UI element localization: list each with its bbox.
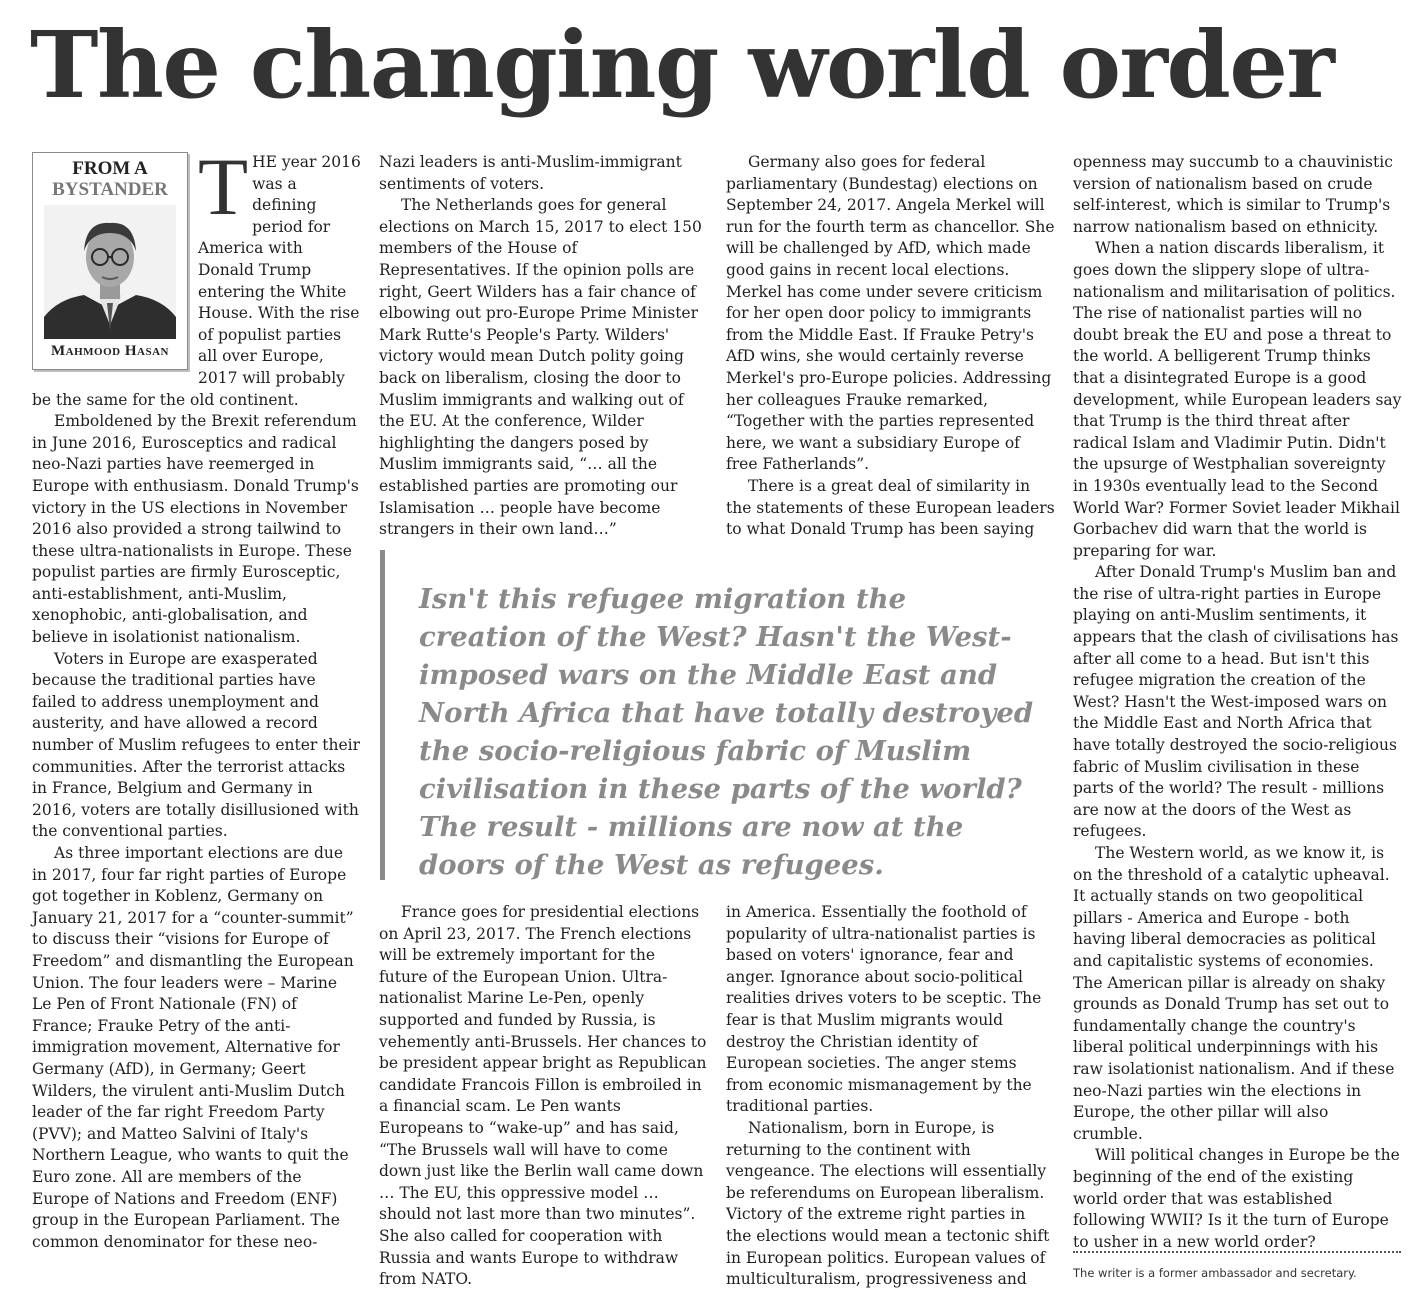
- paragraph: Nazi leaders is anti-Muslim-immigrant sentiments of voters.: [379, 153, 682, 193]
- paragraph: The Netherlands goes for general elections on March 15, 2017 to elect 150 members of the House of Representatives. If the opinion polls are right, Geert Wilders has a fair chance of elbowing out pro-Europe Prime Minister Mark Rutte's People's Party. Wilders' victory would mean Dutch polity going back on liberalism, closing the door to Muslim immigrants and walking out of the EU. At the conference, Wilder highlighting the dangers posed by Muslim immigrants said, “… all the established parties are promoting our Islamisation … people have become strangers in their own land…”: [379, 196, 702, 539]
- author-portrait-icon: [44, 205, 176, 339]
- paragraph: Emboldened by the Brexit referendum in June 2016, Eurosceptics and radical neo-Nazi parties have reemerged in Europe with enthusiasm. Donald Trump's victory in the US elections in November 2016 also provided a strong tailwind to these ultra-nationalists in Europe. These populist parties are firmly Eurosceptic, anti-establishment, anti-Muslim, xenophobic, anti-globalisation, and believe in isolationist nationalism.: [32, 412, 359, 647]
- signoff-divider: [1073, 1251, 1401, 1253]
- paragraph: When a nation discards liberalism, it goes down the slippery slope of ultra-nationalism and militarisation of politics. The rise of nationalist parties will no doubt break the EU and pose a threat to the world. A belligerent Trump thinks that a disintegrated Europe is a good development, while European leaders say that Trump is the third threat after radical Islam and Vladimir Putin. Didn't the upsurge of Westphalian sovereignty in 1930s eventually lead to the Second World War? Former Soviet leader Mikhail Gorbachev did warn that the world is preparing for war.: [1073, 239, 1402, 560]
- article-column-3-top: [726, 152, 1055, 541]
- drop-cap: T: [198, 141, 249, 232]
- article-column-3-bottom: [726, 902, 1055, 1291]
- byline-kicker: FROM A: [72, 158, 148, 179]
- headline: The changing world order: [30, 11, 1334, 119]
- article-column-1: [32, 141, 361, 1253]
- author-name: Mahmood Hasan: [51, 343, 169, 359]
- article-column-4: [1073, 152, 1402, 1253]
- paragraph: After Donald Trump's Muslim ban and the rise of ultra-right parties in Europe playing on anti-Muslim sentiments, it appears that the clash of civilisations has after all come to a head. But isn't this refugee migration the creation of the West? Hasn't the West-imposed wars on the Middle East and North Africa that have totally destroyed the socio-religious fabric of Muslim civilisation in these parts of the world? The result - millions are now at the doors of the West as refugees.: [1073, 563, 1399, 841]
- paragraph: Nationalism, born in Europe, is returning to the continent with vengeance. The elections will essentially be referendums on European liberalism. Victory of the extreme right parties in the elections would mean a tectonic shift in European politics. European values of multiculturalism, progressiveness and: [726, 1118, 1050, 1289]
- paragraph: HE year 2016 was a defining period for America with Donald Trump entering the White House. With the rise of populist parties all over Europe, 2017 will probably be the same for the old continent.: [32, 153, 361, 409]
- writer-note: The writer is a former ambassador and secretary.: [1073, 1266, 1357, 1280]
- paragraph: There is a great deal of similarity in the statements of these European leaders to what Donald Trump has been saying: [726, 476, 1055, 539]
- byline-box: [32, 152, 188, 370]
- paragraph: openness may succumb to a chauvinistic version of nationalism based on crude self-interest, which is similar to Trump's narrow nationalism based on ethnicity.: [1073, 153, 1393, 236]
- article-column-2-bottom: [379, 902, 708, 1291]
- column-name: BYSTANDER: [52, 179, 168, 200]
- pull-quote: Isn't this refugee migration the creation of the West? Hasn't the West-imposed wars on the Middle East and North Africa that have totally destroyed the socio-religious fabric of Muslim civilisation in these parts of the world? The result - millions are now at the doors of the West as refugees.: [380, 550, 1060, 880]
- paragraph: in America. Essentially the foothold of popularity of ultra-nationalist parties is based on voters' ignorance, fear and anger. Ignorance about socio-political realities drives voters to be sceptic. The fear is that Muslim migrants would destroy the Christian identity of European societies. The anger stems from economic mismanagement by the traditional parties.: [726, 903, 1042, 1116]
- paragraph: Will political changes in Europe be the beginning of the end of the existing world order that was established following WWII? Is it the turn of Europe to usher in a new world order?: [1073, 1146, 1400, 1251]
- paragraph: As three important elections are due in 2017, four far right parties of Europe got together in Koblenz, Germany on January 21, 2017 for a “counter-summit” to discuss their “visions for Europe of Freedom” and dismantling the European Union. The four leaders were – Marine Le Pen of Front Nationale (FN) of France; Frauke Petry of the anti-immigration movement, Alternative for Germany (AfD), in Germany; Geert Wilders, the virulent anti-Muslim Dutch leader of the far right Freedom Party (PVV); and Matteo Salvini of Italy's Northern League, who wants to quit the Euro zone. All are members of the Europe of Nations and Freedom (ENF) group in the European Parliament. The common denominator for these neo-: [32, 844, 354, 1251]
- paragraph: France goes for presidential elections on April 23, 2017. The French elections will be extremely important for the future of the European Union. Ultra-nationalist Marine Le-Pen, openly supported and funded by Russia, is vehemently anti-Brussels. Her chances to be president appear bright as Republican candidate Francois Fillon is embroiled in a financial scam. Le Pen wants Europeans to “wake-up” and has said, “The Brussels wall will have to come down just like the Berlin wall came down … The EU, this oppressive model … should not last more than two minutes”. She also called for cooperation with Russia and wants Europe to withdraw from NATO.: [379, 903, 707, 1289]
- article-column-2-top: [379, 152, 708, 541]
- paragraph: Germany also goes for federal parliamentary (Bundestag) elections on September 24, 2017. Angela Merkel will run for the fourth term as chancellor. She will be challenged by AfD, which made good gains in recent local elections. Merkel has come under severe criticism for her open door policy to immigrants from the Middle East. If Frauke Petry's AfD wins, she would certainly reverse Merkel's pro-Europe policies. Addressing her colleagues Frauke remarked, “Together with the parties represented here, we want a subsidiary Europe of free Fatherlands”.: [726, 153, 1055, 474]
- paragraph: The Western world, as we know it, is on the threshold of a catalytic upheaval. It actually stands on two geopolitical pillars - America and Europe - both having liberal democracies as political and capitalistic systems of economies. The American pillar is already on shaky grounds as Donald Trump has set out to fundamentally change the country's liberal political underpinnings with his raw isolationist nationalism. And if these neo-Nazi parties win the elections in Europe, the other pillar will also crumble.: [1073, 844, 1395, 1143]
- paragraph: Voters in Europe are exasperated because the traditional parties have failed to address unemployment and austerity, and have allowed a record number of Muslim refugees to enter their communities. After the terrorist attacks in France, Belgium and Germany in 2016, voters are totally disillusioned with the conventional parties.: [32, 649, 361, 841]
